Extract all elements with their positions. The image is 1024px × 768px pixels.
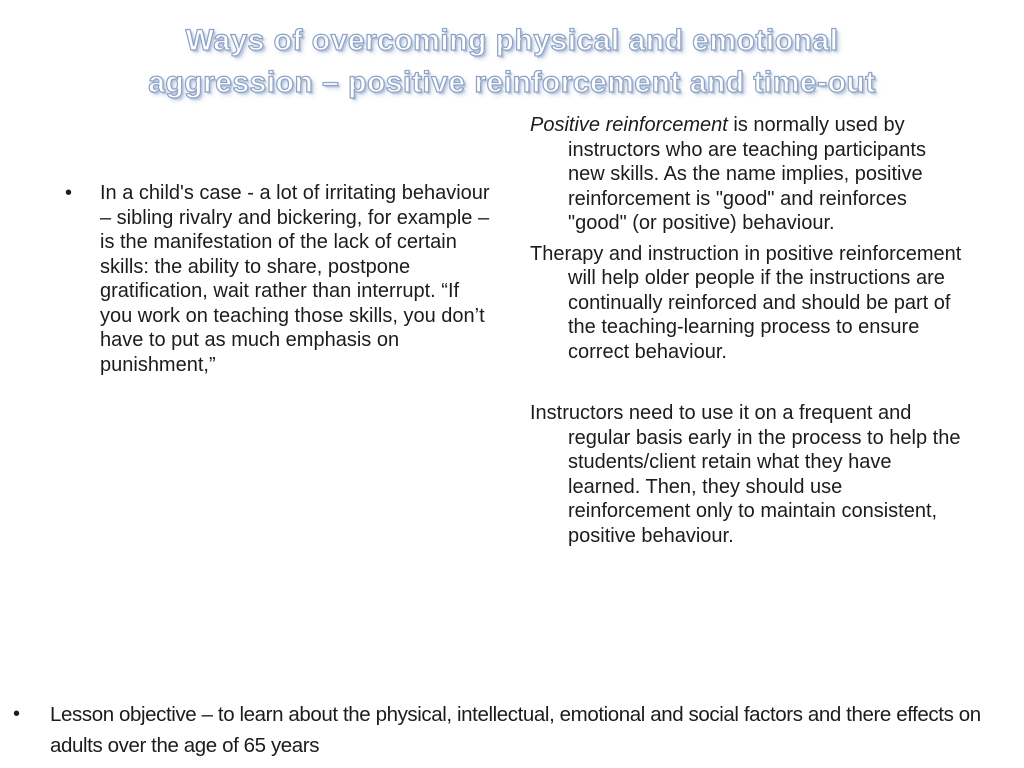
right-paragraph-positive-reinforcement [530, 113, 964, 236]
right-paragraph-1-body: is normally used by instructors who are teaching participants new skills. As the name implies, positive reinforcement is "good" and reinforces "good" (or positive) behaviour. [568, 114, 926, 234]
left-text-box [40, 181, 492, 377]
slide-title [0, 20, 1024, 104]
slide-title-line-2: aggression – positive reinforcement and time-out [148, 66, 876, 99]
right-paragraph-therapy: Therapy and instruction in positive reinforcement will help older people if the instructions are continually reinforced and should be part of the teaching-learning process to ensure correct behaviour. [530, 242, 962, 363]
right-paragraph-1-italic-lead: Positive reinforcement [530, 114, 728, 136]
slide-title-line-1: Ways of overcoming physical and emotional [185, 24, 839, 57]
right-paragraph-instructors: Instructors need to use it on a frequent and regular basis early in the process to help the students/client retain what they have learned. Then, they should use reinforcement only to maintain consistent, positive behaviour. [530, 402, 961, 547]
bullet-marker: • [65, 182, 73, 204]
lesson-objective-text-box [13, 699, 1005, 761]
right-text-box [530, 113, 964, 554]
bullet-marker: • [13, 703, 21, 725]
lesson-objective-paragraph: Lesson objective – to learn about the physical, intellectual, emotional and social factors and there effects on adults over the age of 65 years [50, 703, 981, 757]
left-column-paragraph: In a child's case - a lot of irritating behaviour – sibling rivalry and bickering, for example – is the manifestation of the lack of certain skills: the ability to share, postpone gratification, wait rather than interrupt. “If you work on teaching those skills, you don’t have to put as much emphasis on punishment,” [100, 182, 490, 376]
